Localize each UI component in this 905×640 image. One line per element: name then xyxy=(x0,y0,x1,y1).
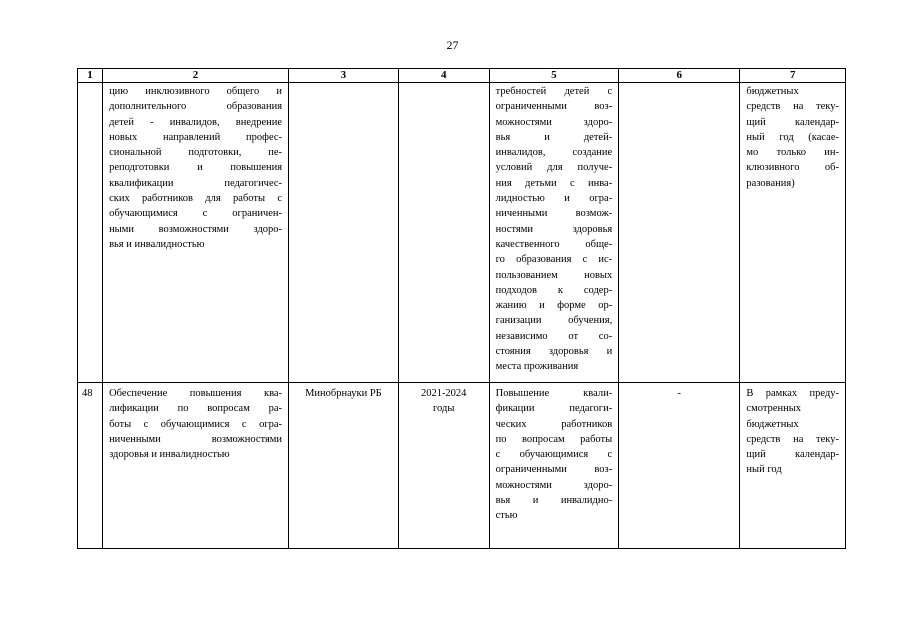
plan-table xyxy=(77,68,846,549)
table-row xyxy=(78,383,846,549)
measure-cell xyxy=(103,383,289,549)
row-number: 48 xyxy=(78,383,103,549)
table-row xyxy=(78,83,846,383)
period-cell xyxy=(398,383,489,549)
column-header-7: 7 xyxy=(740,69,846,83)
cell-text-line: места проживания xyxy=(495,361,579,373)
cell-text-line: можностями здоро- xyxy=(495,116,613,128)
cell-text-line: дополнительного образования xyxy=(109,101,283,113)
column-header-6: 6 xyxy=(619,69,740,83)
cell-text-line: инвалидов, создание xyxy=(495,147,613,159)
cell-text-line: ограниченными воз- xyxy=(495,464,613,476)
executor-cell: Минобрнауки РБ xyxy=(289,383,399,549)
cell-text-line: ских работников для работы с xyxy=(109,193,283,205)
cell-text-line: боты с обучающимися с огра- xyxy=(109,418,283,430)
period-cell xyxy=(398,83,489,383)
cell-text-line: вья и детей- xyxy=(495,131,613,143)
funding-source-cell xyxy=(740,83,846,383)
cell-text-line: жанию и форме ор- xyxy=(495,300,613,312)
column-header-2: 2 xyxy=(103,69,289,83)
cell-text-line: ный год (касае- xyxy=(746,131,839,143)
cell-text-line: цию инклюзивного общего и xyxy=(109,86,283,97)
cell-text-line: с обучающимися с xyxy=(495,449,613,461)
cell-text-line: ниченными возможностями xyxy=(109,433,283,445)
cell-text-line: качественного обще- xyxy=(495,238,613,250)
cell-text-line: ностями здоровья xyxy=(495,223,613,235)
cell-text-line: можностями здоро- xyxy=(495,479,613,491)
cell-text-line: ными возможностями здоро- xyxy=(109,223,283,235)
cell-text-line: 2021-2024 xyxy=(420,388,467,399)
cell-text-line: щий календар- xyxy=(746,116,839,128)
cell-text-line: сиональной подготовки, пе- xyxy=(109,147,283,159)
cell-text-line: средств на теку- xyxy=(746,101,839,113)
column-header-4: 4 xyxy=(398,69,489,83)
executor-cell xyxy=(289,83,399,383)
cell-text-line: В рамках преду- xyxy=(746,388,839,399)
cell-text-line: детей - инвалидов, внедрение xyxy=(109,116,283,128)
cell-text-line: стью xyxy=(495,510,518,522)
cell-text-line: подходов к содер- xyxy=(495,284,613,296)
column-header-1: 1 xyxy=(78,69,103,83)
cell-text-line: лидностью и огра- xyxy=(495,193,613,205)
cell-text-line: смотренных xyxy=(746,403,801,415)
cell-text-line: независимо от со- xyxy=(495,330,613,342)
page-number: 27 xyxy=(446,38,459,52)
cell-text-line: условий для получе- xyxy=(495,162,613,174)
cell-text-line: бюджетных xyxy=(746,86,799,97)
result-cell xyxy=(489,383,619,549)
funding-amount-cell: - xyxy=(619,383,740,549)
cell-text-line: пользованием новых xyxy=(495,269,613,281)
cell-text-line: Повышение квали- xyxy=(495,388,613,399)
cell-text-line: вья и инвалидно- xyxy=(495,495,613,507)
cell-text-line: стояния здоровья и xyxy=(495,346,613,358)
cell-text-line: щий календар- xyxy=(746,449,839,461)
table-header-row xyxy=(78,69,846,83)
cell-text-line: го образования с ис- xyxy=(495,254,613,266)
cell-text-line: клюзивного об- xyxy=(746,162,839,174)
cell-text-line: ния детьми с инва- xyxy=(495,177,613,189)
cell-text-line: реподготовки и повышения xyxy=(109,162,283,174)
cell-text-line: бюджетных xyxy=(746,418,799,430)
cell-text-line: лификации по вопросам ра- xyxy=(109,403,283,415)
cell-text-line: квалификации педагогичес- xyxy=(109,177,283,189)
cell-text-line: мо только ин- xyxy=(746,147,839,159)
funding-amount-cell xyxy=(619,83,740,383)
cell-text-line: обучающимися с ограничен- xyxy=(109,208,283,220)
cell-text-line: по вопросам работы xyxy=(495,433,613,445)
funding-source-cell xyxy=(740,383,846,549)
column-header-5: 5 xyxy=(489,69,619,83)
cell-text-line: ограниченными воз- xyxy=(495,101,613,113)
cell-text-line: фикации педагоги- xyxy=(495,403,613,415)
cell-text-line: ниченными возмож- xyxy=(495,208,613,220)
column-header-3: 3 xyxy=(289,69,399,83)
cell-text-line: здоровья и инвалидностью xyxy=(109,449,230,461)
cell-text-line: ный год xyxy=(746,464,782,476)
cell-text-line: годы xyxy=(433,403,455,415)
cell-text-line: ческих работников xyxy=(495,418,613,430)
result-cell xyxy=(489,83,619,383)
cell-text-line: Обеспечение повышения ква- xyxy=(109,388,283,399)
cell-text-line: средств на теку- xyxy=(746,433,839,445)
row-number xyxy=(78,83,103,383)
cell-text-line: вья и инвалидностью xyxy=(109,238,205,250)
measure-cell xyxy=(103,83,289,383)
cell-text-line: ганизации обучения, xyxy=(495,315,613,327)
cell-text-line: требностей детей с xyxy=(495,86,613,97)
cell-text-line: новых направлений профес- xyxy=(109,131,283,143)
cell-text-line: разования) xyxy=(746,177,795,189)
